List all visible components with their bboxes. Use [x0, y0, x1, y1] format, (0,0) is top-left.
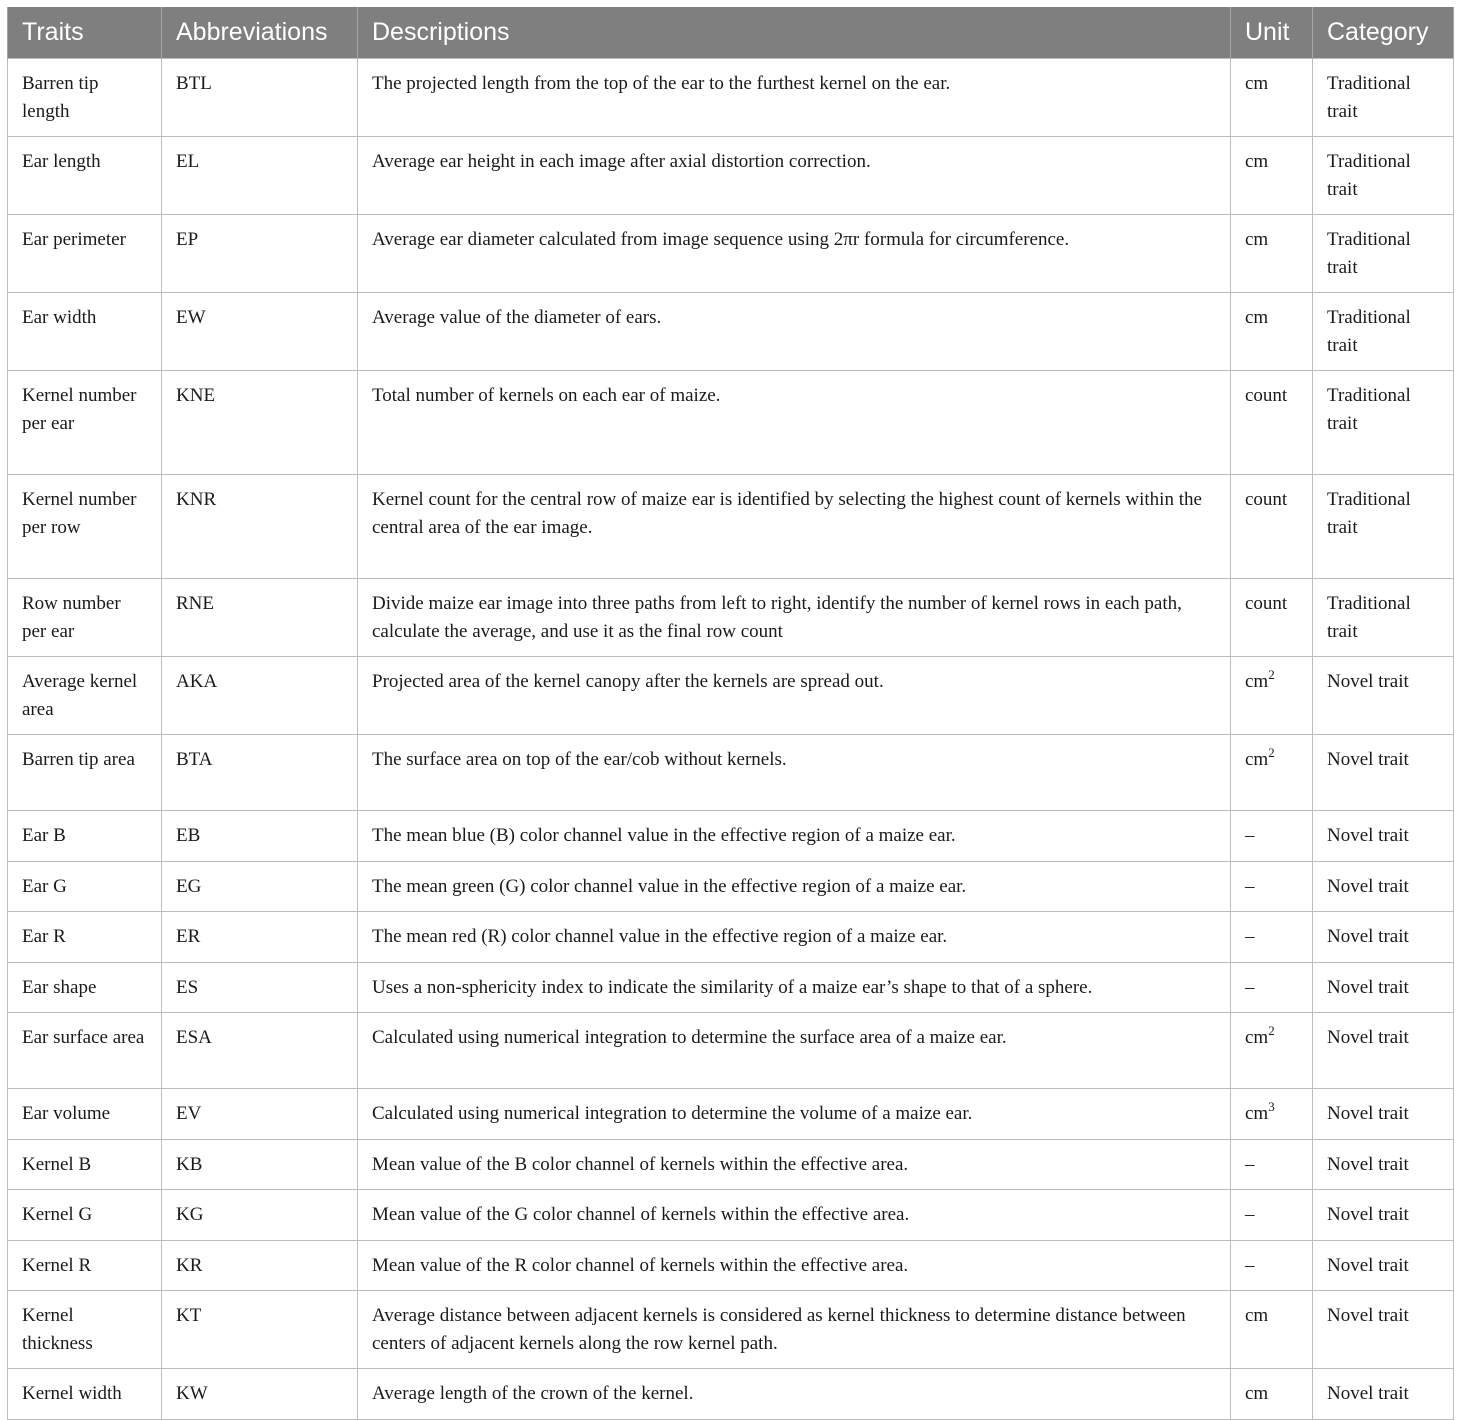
category-cell: Novel trait: [1313, 962, 1454, 1013]
description-cell: Projected area of the kernel canopy after the kernels are spread out.: [358, 657, 1231, 735]
abbreviation-cell: ER: [162, 912, 358, 963]
category-cell: Traditional trait: [1313, 371, 1454, 475]
abbreviation-cell: KB: [162, 1139, 358, 1190]
unit-cell: [1231, 811, 1313, 862]
trait-cell: Barren tip length: [8, 59, 162, 137]
description-cell: The mean blue (B) color channel value in the effective region of a maize ear.: [358, 811, 1231, 862]
description-cell: Uses a non-sphericity index to indicate the similarity of a maize ear’s shape to that of a sphere.: [358, 962, 1231, 1013]
unit-value: cm: [1245, 1305, 1269, 1326]
category-cell: Novel trait: [1313, 1240, 1454, 1291]
table-row: [8, 735, 1454, 811]
abbreviation-cell: KG: [162, 1190, 358, 1241]
trait-cell: Kernel number per ear: [8, 371, 162, 475]
category-cell: Traditional trait: [1313, 137, 1454, 215]
header-unit: Unit: [1231, 7, 1313, 59]
trait-cell: Ear width: [8, 293, 162, 371]
description-cell: Mean value of the B color channel of kernels within the effective area.: [358, 1139, 1231, 1190]
description-cell: Mean value of the G color channel of kernels within the effective area.: [358, 1190, 1231, 1241]
unit-value: cm: [1245, 1027, 1269, 1048]
category-cell: Novel trait: [1313, 1291, 1454, 1369]
category-cell: Novel trait: [1313, 912, 1454, 963]
abbreviation-cell: KR: [162, 1240, 358, 1291]
category-cell: Traditional trait: [1313, 215, 1454, 293]
table-body: [8, 59, 1454, 1420]
category-cell: Traditional trait: [1313, 59, 1454, 137]
unit-exponent: 3: [1268, 1098, 1275, 1114]
trait-cell: Ear perimeter: [8, 215, 162, 293]
table-row: [8, 1013, 1454, 1089]
trait-cell: Ear volume: [8, 1089, 162, 1140]
category-cell: Novel trait: [1313, 811, 1454, 862]
unit-cell: [1231, 371, 1313, 475]
header-traits: Traits: [8, 7, 162, 59]
unit-cell: [1231, 137, 1313, 215]
trait-cell: Barren tip area: [8, 735, 162, 811]
description-cell: The surface area on top of the ear/cob without kernels.: [358, 735, 1231, 811]
trait-cell: Ear surface area: [8, 1013, 162, 1089]
table-row: [8, 811, 1454, 862]
unit-value: cm: [1245, 671, 1269, 692]
unit-value: cm: [1245, 151, 1269, 172]
abbreviation-cell: EV: [162, 1089, 358, 1140]
abbreviation-cell: EB: [162, 811, 358, 862]
table-row: [8, 293, 1454, 371]
table-row: [8, 1291, 1454, 1369]
table-row: [8, 912, 1454, 963]
unit-value: cm: [1245, 229, 1269, 250]
category-cell: Traditional trait: [1313, 475, 1454, 579]
category-cell: Novel trait: [1313, 861, 1454, 912]
trait-cell: Ear G: [8, 861, 162, 912]
abbreviation-cell: EG: [162, 861, 358, 912]
unit-value: cm: [1245, 1103, 1269, 1124]
description-cell: Mean value of the R color channel of kernels within the effective area.: [358, 1240, 1231, 1291]
abbreviation-cell: ESA: [162, 1013, 358, 1089]
description-cell: The mean red (R) color channel value in the effective region of a maize ear.: [358, 912, 1231, 963]
abbreviation-cell: KW: [162, 1369, 358, 1420]
abbreviation-cell: KNR: [162, 475, 358, 579]
description-cell: Average value of the diameter of ears.: [358, 293, 1231, 371]
category-cell: Novel trait: [1313, 1369, 1454, 1420]
abbreviation-cell: ES: [162, 962, 358, 1013]
description-cell: The mean green (G) color channel value in the effective region of a maize ear.: [358, 861, 1231, 912]
table-row: [8, 579, 1454, 657]
table-row: [8, 1089, 1454, 1140]
unit-value: count: [1245, 593, 1288, 614]
unit-cell: [1231, 579, 1313, 657]
unit-value: –: [1245, 1204, 1255, 1225]
abbreviation-cell: EP: [162, 215, 358, 293]
unit-value: –: [1245, 1153, 1255, 1175]
unit-cell: [1231, 1139, 1313, 1190]
category-cell: Novel trait: [1313, 1089, 1454, 1140]
unit-cell: [1231, 912, 1313, 963]
traits-table: [7, 7, 1454, 1420]
abbreviation-cell: KT: [162, 1291, 358, 1369]
trait-cell: Average kernel area: [8, 657, 162, 735]
unit-cell: [1231, 293, 1313, 371]
unit-cell: [1231, 1291, 1313, 1369]
table-row: [8, 59, 1454, 137]
header-category: Category: [1313, 7, 1454, 59]
trait-cell: Ear shape: [8, 962, 162, 1013]
header-descriptions: Descriptions: [358, 7, 1231, 59]
abbreviation-cell: BTA: [162, 735, 358, 811]
unit-value: –: [1245, 825, 1255, 846]
abbreviation-cell: BTL: [162, 59, 358, 137]
unit-cell: [1231, 1013, 1313, 1089]
unit-value: count: [1245, 385, 1288, 406]
unit-cell: [1231, 475, 1313, 579]
trait-cell: Kernel G: [8, 1190, 162, 1241]
trait-cell: Kernel thickness: [8, 1291, 162, 1369]
table-row: [8, 1139, 1454, 1190]
trait-cell: Ear B: [8, 811, 162, 862]
unit-cell: [1231, 861, 1313, 912]
abbreviation-cell: KNE: [162, 371, 358, 475]
abbreviation-cell: EW: [162, 293, 358, 371]
description-cell: The projected length from the top of the ear to the furthest kernel on the ear.: [358, 59, 1231, 137]
description-cell: Calculated using numerical integration to determine the surface area of a maize ear.: [358, 1013, 1231, 1089]
header-abbreviations: Abbreviations: [162, 7, 358, 59]
trait-cell: Row number per ear: [8, 579, 162, 657]
unit-exponent: 2: [1268, 1022, 1275, 1038]
description-cell: Average ear height in each image after axial distortion correction.: [358, 137, 1231, 215]
unit-exponent: 2: [1268, 744, 1275, 760]
category-cell: Traditional trait: [1313, 579, 1454, 657]
trait-cell: Kernel width: [8, 1369, 162, 1420]
unit-cell: [1231, 215, 1313, 293]
description-cell: Total number of kernels on each ear of maize.: [358, 371, 1231, 475]
description-cell: Calculated using numerical integration to determine the volume of a maize ear.: [358, 1089, 1231, 1140]
table-row: [8, 861, 1454, 912]
unit-value: cm: [1245, 749, 1269, 770]
unit-cell: [1231, 1190, 1313, 1241]
unit-value: –: [1245, 875, 1255, 897]
trait-cell: Ear length: [8, 137, 162, 215]
unit-value: cm: [1245, 1383, 1269, 1404]
description-cell: Average ear diameter calculated from image sequence using 2πr formula for circumference.: [358, 215, 1231, 293]
table-row: [8, 1240, 1454, 1291]
table-row: [8, 657, 1454, 735]
description-cell: Kernel count for the central row of maize ear is identified by selecting the highest count of kernels within the central area of the ear image.: [358, 475, 1231, 579]
table-row: [8, 475, 1454, 579]
unit-cell: [1231, 962, 1313, 1013]
table-row: [8, 962, 1454, 1013]
unit-value: cm: [1245, 307, 1269, 328]
trait-cell: Kernel number per row: [8, 475, 162, 579]
abbreviation-cell: EL: [162, 137, 358, 215]
abbreviation-cell: RNE: [162, 579, 358, 657]
description-cell: Average length of the crown of the kernel.: [358, 1369, 1231, 1420]
header-row: [8, 7, 1454, 59]
trait-cell: Kernel R: [8, 1240, 162, 1291]
description-cell: Average distance between adjacent kernels is considered as kernel thickness to determine distance between centers of adjacent kernels along the row kernel path.: [358, 1291, 1231, 1369]
unit-cell: [1231, 1089, 1313, 1140]
unit-value: cm: [1245, 73, 1269, 94]
unit-exponent: 2: [1268, 666, 1275, 682]
category-cell: Novel trait: [1313, 1013, 1454, 1089]
unit-cell: [1231, 59, 1313, 137]
trait-cell: Ear R: [8, 912, 162, 963]
unit-value: count: [1245, 489, 1288, 510]
category-cell: Novel trait: [1313, 1190, 1454, 1241]
table-row: [8, 137, 1454, 215]
unit-value: –: [1245, 926, 1255, 947]
table-row: [8, 1190, 1454, 1241]
category-cell: Novel trait: [1313, 1139, 1454, 1190]
trait-cell: Kernel B: [8, 1139, 162, 1190]
unit-cell: [1231, 1240, 1313, 1291]
category-cell: Novel trait: [1313, 657, 1454, 735]
abbreviation-cell: AKA: [162, 657, 358, 735]
unit-value: –: [1245, 1254, 1255, 1276]
unit-cell: [1231, 735, 1313, 811]
unit-value: –: [1245, 976, 1255, 998]
description-cell: Divide maize ear image into three paths from left to right, identify the number of kernel rows in each path, calculate the average, and use it as the final row count: [358, 579, 1231, 657]
unit-cell: [1231, 657, 1313, 735]
table-row: [8, 215, 1454, 293]
category-cell: Traditional trait: [1313, 293, 1454, 371]
table-row: [8, 371, 1454, 475]
category-cell: Novel trait: [1313, 735, 1454, 811]
